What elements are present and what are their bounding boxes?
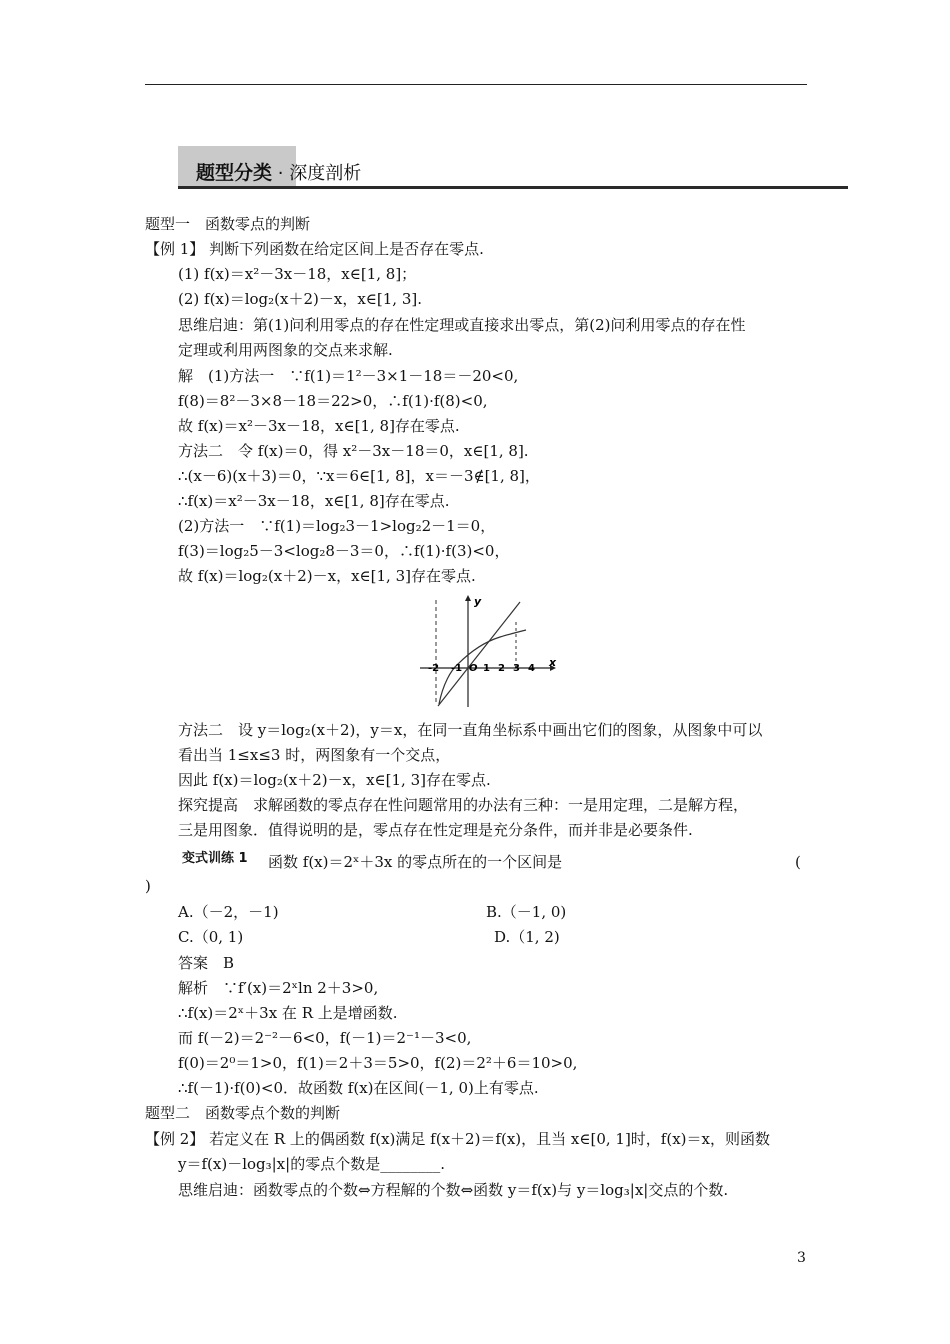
example-2-question: 【例 2】 若定义在 R 上的偶函数 f(x)满足 f(x＋2)＝f(x)，且当 x∈[0, 1]时，f(x)＝x，则函数 bbox=[145, 1130, 770, 1148]
solution-line: f(3)＝log₂5－3<log₂8－3＝0，∴f(1)·f(3)<0， bbox=[178, 542, 510, 560]
solution-line: (2)方法一 ∵f(1)＝log₂3－1>log₂2－1＝0， bbox=[178, 517, 496, 535]
solution-line: 故 f(x)＝x²－3x－18，x∈[1, 8]存在零点. bbox=[178, 417, 460, 435]
tick-label: -1 bbox=[451, 663, 463, 674]
line-y-equals-x bbox=[438, 602, 520, 706]
method-two-line-3: 因此 f(x)＝log₂(x＋2)－x，x∈[1, 3]存在零点. bbox=[178, 771, 491, 789]
hint-line-1: 思维启迪：第(1)问利用零点的存在性定理或直接求出零点，第(2)问利用零点的存在性 bbox=[178, 316, 746, 334]
banner-underline bbox=[178, 186, 848, 189]
solution-line: f(8)＝8²－3×8－18＝22>0，∴f(1)·f(8)<0, bbox=[178, 392, 488, 410]
answer-paren-open: ( bbox=[795, 853, 801, 871]
variant-training-label: 变式训练 1 bbox=[182, 851, 248, 866]
y-axis-arrow bbox=[465, 595, 471, 601]
answer-paren-close: ) bbox=[145, 877, 151, 895]
option-b: B.（－1, 0) bbox=[486, 903, 567, 921]
function-graph bbox=[418, 592, 558, 712]
option-a: A.（－2，－1) bbox=[178, 903, 279, 921]
analysis-line: 解析 ∵f′(x)＝2ˣln 2＋3>0, bbox=[178, 979, 379, 997]
banner-title bbox=[196, 158, 361, 185]
analysis-line: f(0)＝2⁰＝1>0，f(1)＝2＋3＝5>0，f(2)＝2²＋6＝10>0, bbox=[178, 1054, 578, 1072]
answer-line: 答案 B bbox=[178, 954, 235, 972]
example-2-question-cont: y＝f(x)－log₃|x|的零点个数是________. bbox=[178, 1155, 445, 1173]
solution-line: 故 f(x)＝log₂(x＋2)－x，x∈[1, 3]存在零点. bbox=[178, 567, 476, 585]
x-axis-label: x bbox=[549, 656, 557, 669]
header-rule bbox=[145, 84, 807, 85]
option-d: D.（1, 2) bbox=[494, 928, 560, 946]
tick-label: 3 bbox=[513, 663, 520, 674]
method-two-line-1: 方法二 设 y＝log₂(x＋2)，y＝x，在同一直角坐标系中画出它们的图象，从图象中可以 bbox=[178, 721, 763, 739]
page-number: 3 bbox=[797, 1250, 806, 1266]
solution-line: 方法二 令 f(x)＝0，得 x²－3x－18＝0，x∈[1, 8]. bbox=[178, 442, 529, 460]
insight-line-2: 三是用图象．值得说明的是，零点存在性定理是充分条件，而并非是必要条件. bbox=[178, 821, 693, 839]
solution-line: ∴f(x)＝x²－3x－18，x∈[1, 8]存在零点. bbox=[178, 492, 450, 510]
example-1-part-1: (1) f(x)＝x²－3x－18，x∈[1, 8]； bbox=[178, 265, 417, 283]
banner-title-bold: 题型分类 bbox=[196, 162, 273, 184]
analysis-line: 而 f(－2)＝2⁻²－6<0，f(－1)＝2⁻¹－3<0, bbox=[178, 1029, 472, 1047]
section-heading-1: 题型一 函数零点的判断 bbox=[145, 215, 311, 233]
y-axis-label: y bbox=[474, 595, 482, 608]
analysis-line: ∴f(－1)·f(0)<0．故函数 f(x)在区间(－1, 0)上有零点. bbox=[178, 1079, 539, 1097]
tick-label: 1 bbox=[483, 663, 490, 674]
example-1-question: 【例 1】 判断下列函数在给定区间上是否存在零点. bbox=[145, 240, 484, 258]
example-2-hint: 思维启迪：函数零点的个数⇔方程解的个数⇔函数 y＝f(x)与 y＝log₃|x|交点的个数. bbox=[178, 1181, 729, 1199]
insight-line-1: 探究提高 求解函数的零点存在性问题常用的办法有三种：一是用定理，二是解方程， bbox=[178, 796, 749, 814]
solution-line: 解 (1)方法一 ∵f(1)＝1²－3×1－18＝－20<0, bbox=[178, 367, 519, 385]
method-two-line-2: 看出当 1≤x≤3 时，两图象有一个交点， bbox=[178, 746, 451, 764]
section-banner bbox=[178, 146, 848, 188]
tick-label: O bbox=[469, 663, 478, 674]
section-heading-2: 题型二 函数零点个数的判断 bbox=[145, 1104, 341, 1122]
analysis-line: ∴f(x)＝2ˣ＋3x 在 R 上是增函数. bbox=[178, 1004, 398, 1022]
option-c: C.（0, 1) bbox=[178, 928, 244, 946]
tick-label: -2 bbox=[428, 663, 440, 674]
solution-line: ∴(x－6)(x＋3)＝0，∵x＝6∈[1, 8]，x＝－3∉[1, 8]， bbox=[178, 467, 540, 485]
tick-label: 4 bbox=[528, 663, 535, 674]
example-1-part-2: (2) f(x)＝log₂(x＋2)－x，x∈[1, 3]. bbox=[178, 290, 422, 308]
tick-label: 2 bbox=[498, 663, 505, 674]
hint-line-2: 定理或利用两图象的交点来求解. bbox=[178, 341, 393, 359]
variant-question: 函数 f(x)＝2ˣ＋3x 的零点所在的一个区间是 bbox=[268, 853, 563, 871]
banner-title-rest: · 深度剖析 bbox=[277, 163, 362, 184]
